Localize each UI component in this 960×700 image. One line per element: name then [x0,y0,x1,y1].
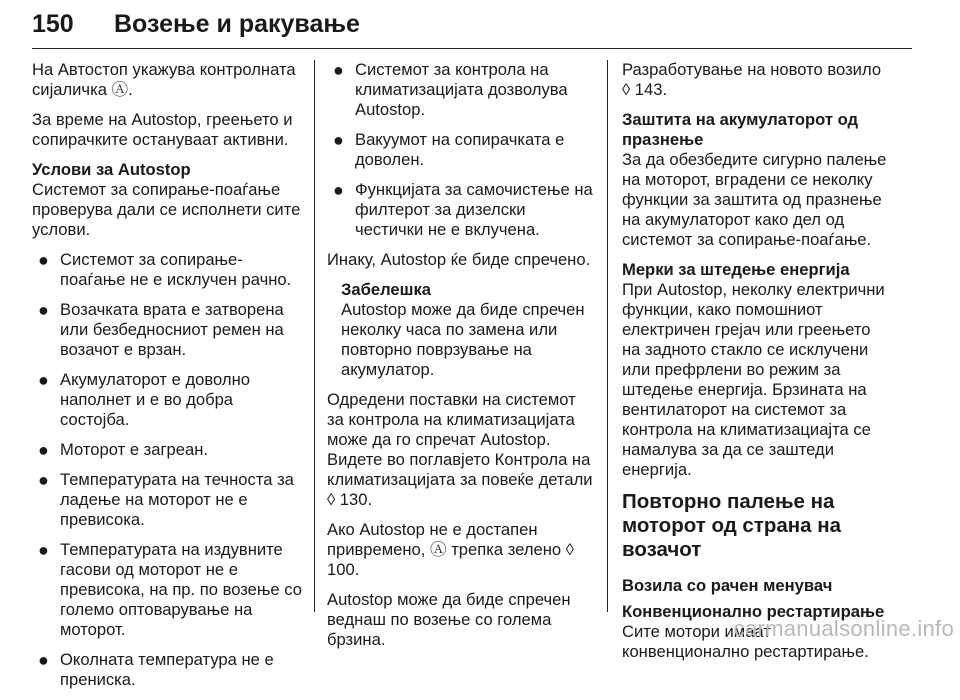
list-item [327,180,595,240]
note-box [327,280,595,380]
list-item [32,370,302,430]
paragraph: Системот за сопирање-поаѓање проверува дали се исполнети сите услови. [32,180,301,239]
column-1 [32,60,302,700]
paragraph: Одредени поставки на системот за контрола на климатизацијата може да го спречат Autostop. Видете во поглавјето Контрола на климатизацијата за повеќе детали ◊ 130. [327,390,593,509]
chapter-section-title: Повторно палење на моторот од страна на возачот [622,490,842,561]
list-item-text: Системот за сопирање-поаѓање не е исклучен рачно. [60,250,292,289]
page-number: 150 [32,10,74,38]
list-item-text: Околната температура не е прениска. [60,650,274,689]
column-3 [622,60,890,672]
list-item-text: Температурата на издувните гасови од моторот не е превисока, на пр. по возење со големо оптоварување на моторот. [60,540,302,639]
column-divider [607,60,608,612]
paragraph: Ако Autostop не е достапен привремено, Ⓐ трепка зелено ◊ 100. [327,520,574,579]
subsection-heading: Конвенционално рестартирање [622,602,885,621]
paragraph: На Автостоп укажува контролната сијаличка Ⓐ. [32,60,296,99]
column-divider [314,60,315,612]
bullet-icon: ● [333,130,344,150]
bullet-icon: ● [333,60,344,80]
bullet-icon: ● [38,250,49,270]
list-item-text: Моторот е загреан. [60,440,209,459]
bullet-icon: ● [38,440,49,460]
paragraph: Разработување на новото возило ◊ 143. [622,60,882,99]
section-heading: Мерки за штедење енергија [622,260,850,279]
bullet-icon: ● [38,470,49,490]
bullet-icon: ● [38,300,49,320]
section-heading: Возила со рачен менувач [622,576,833,595]
list-item-text: Температурата на течноста за ладење на моторот не е превисока. [60,470,294,529]
list-item [32,470,302,530]
list-item-text: Системот за контрола на климатизацијата дозволува Autostop. [355,60,568,119]
list-item [327,60,595,120]
list-item-text: Вакуумот на сопирачката е доволен. [355,130,565,169]
watermark: carmanualsonline.info [733,616,954,641]
list-item [32,650,302,690]
header-divider [32,48,912,49]
list-item-text: Возачката врата е затворена или безбедносниот ремен на возачот е врзан. [60,300,284,359]
list-item [327,130,595,170]
column-2 [327,60,595,660]
page-header [32,10,928,46]
bullet-icon: ● [333,180,344,200]
paragraph: Сите мотори имаат конвенционално рестартирање. [622,622,869,661]
conditions-list-continued [327,60,595,240]
paragraph: Инаку, Autostop ќе биде спречено. [327,250,591,269]
conditions-list [32,250,302,690]
section-heading: Услови за Autostop [32,160,191,179]
bullet-icon: ● [38,650,49,670]
paragraph: За да обезбедите сигурно палење на моторот, вградени се неколку функции за заштита од празнење на акумулаторот како дел од системот за сопирање-поаѓање. [622,150,887,249]
bullet-icon: ● [38,370,49,390]
section-heading: Заштита на акумулаторот од празнење [622,110,859,149]
paragraph: За време на Autostop, греењето и сопирачките остануваат активни. [32,110,293,149]
note-text: Autostop може да биде спречен неколку часа по замена или повторно поврзување на акумулатор. [341,300,585,379]
list-item [32,540,302,640]
list-item [32,300,302,360]
list-item-text: Акумулаторот е доволно наполнет и е во добра состојба. [60,370,250,429]
paragraph: Autostop може да биде спречен веднаш по возење со голема брзина. [327,590,571,649]
chapter-title: Возење и ракување [114,10,360,38]
list-item-text: Функцијата за самочистење на филтерот за дизелски честички не е вклучена. [355,180,593,239]
list-item [32,250,302,290]
bullet-icon: ● [38,540,49,560]
note-title: Забелешка [341,280,432,299]
paragraph: При Autostop, неколку електрични функции, како помошниот електричен грејач или греењето на задното стакло се исклучени или префрлени во режим за штедење енергија. Брзината на вентилаторот на системот за контрола на климатизациајта се намалува за да се заштеди енергија. [622,280,885,479]
list-item [32,440,302,460]
